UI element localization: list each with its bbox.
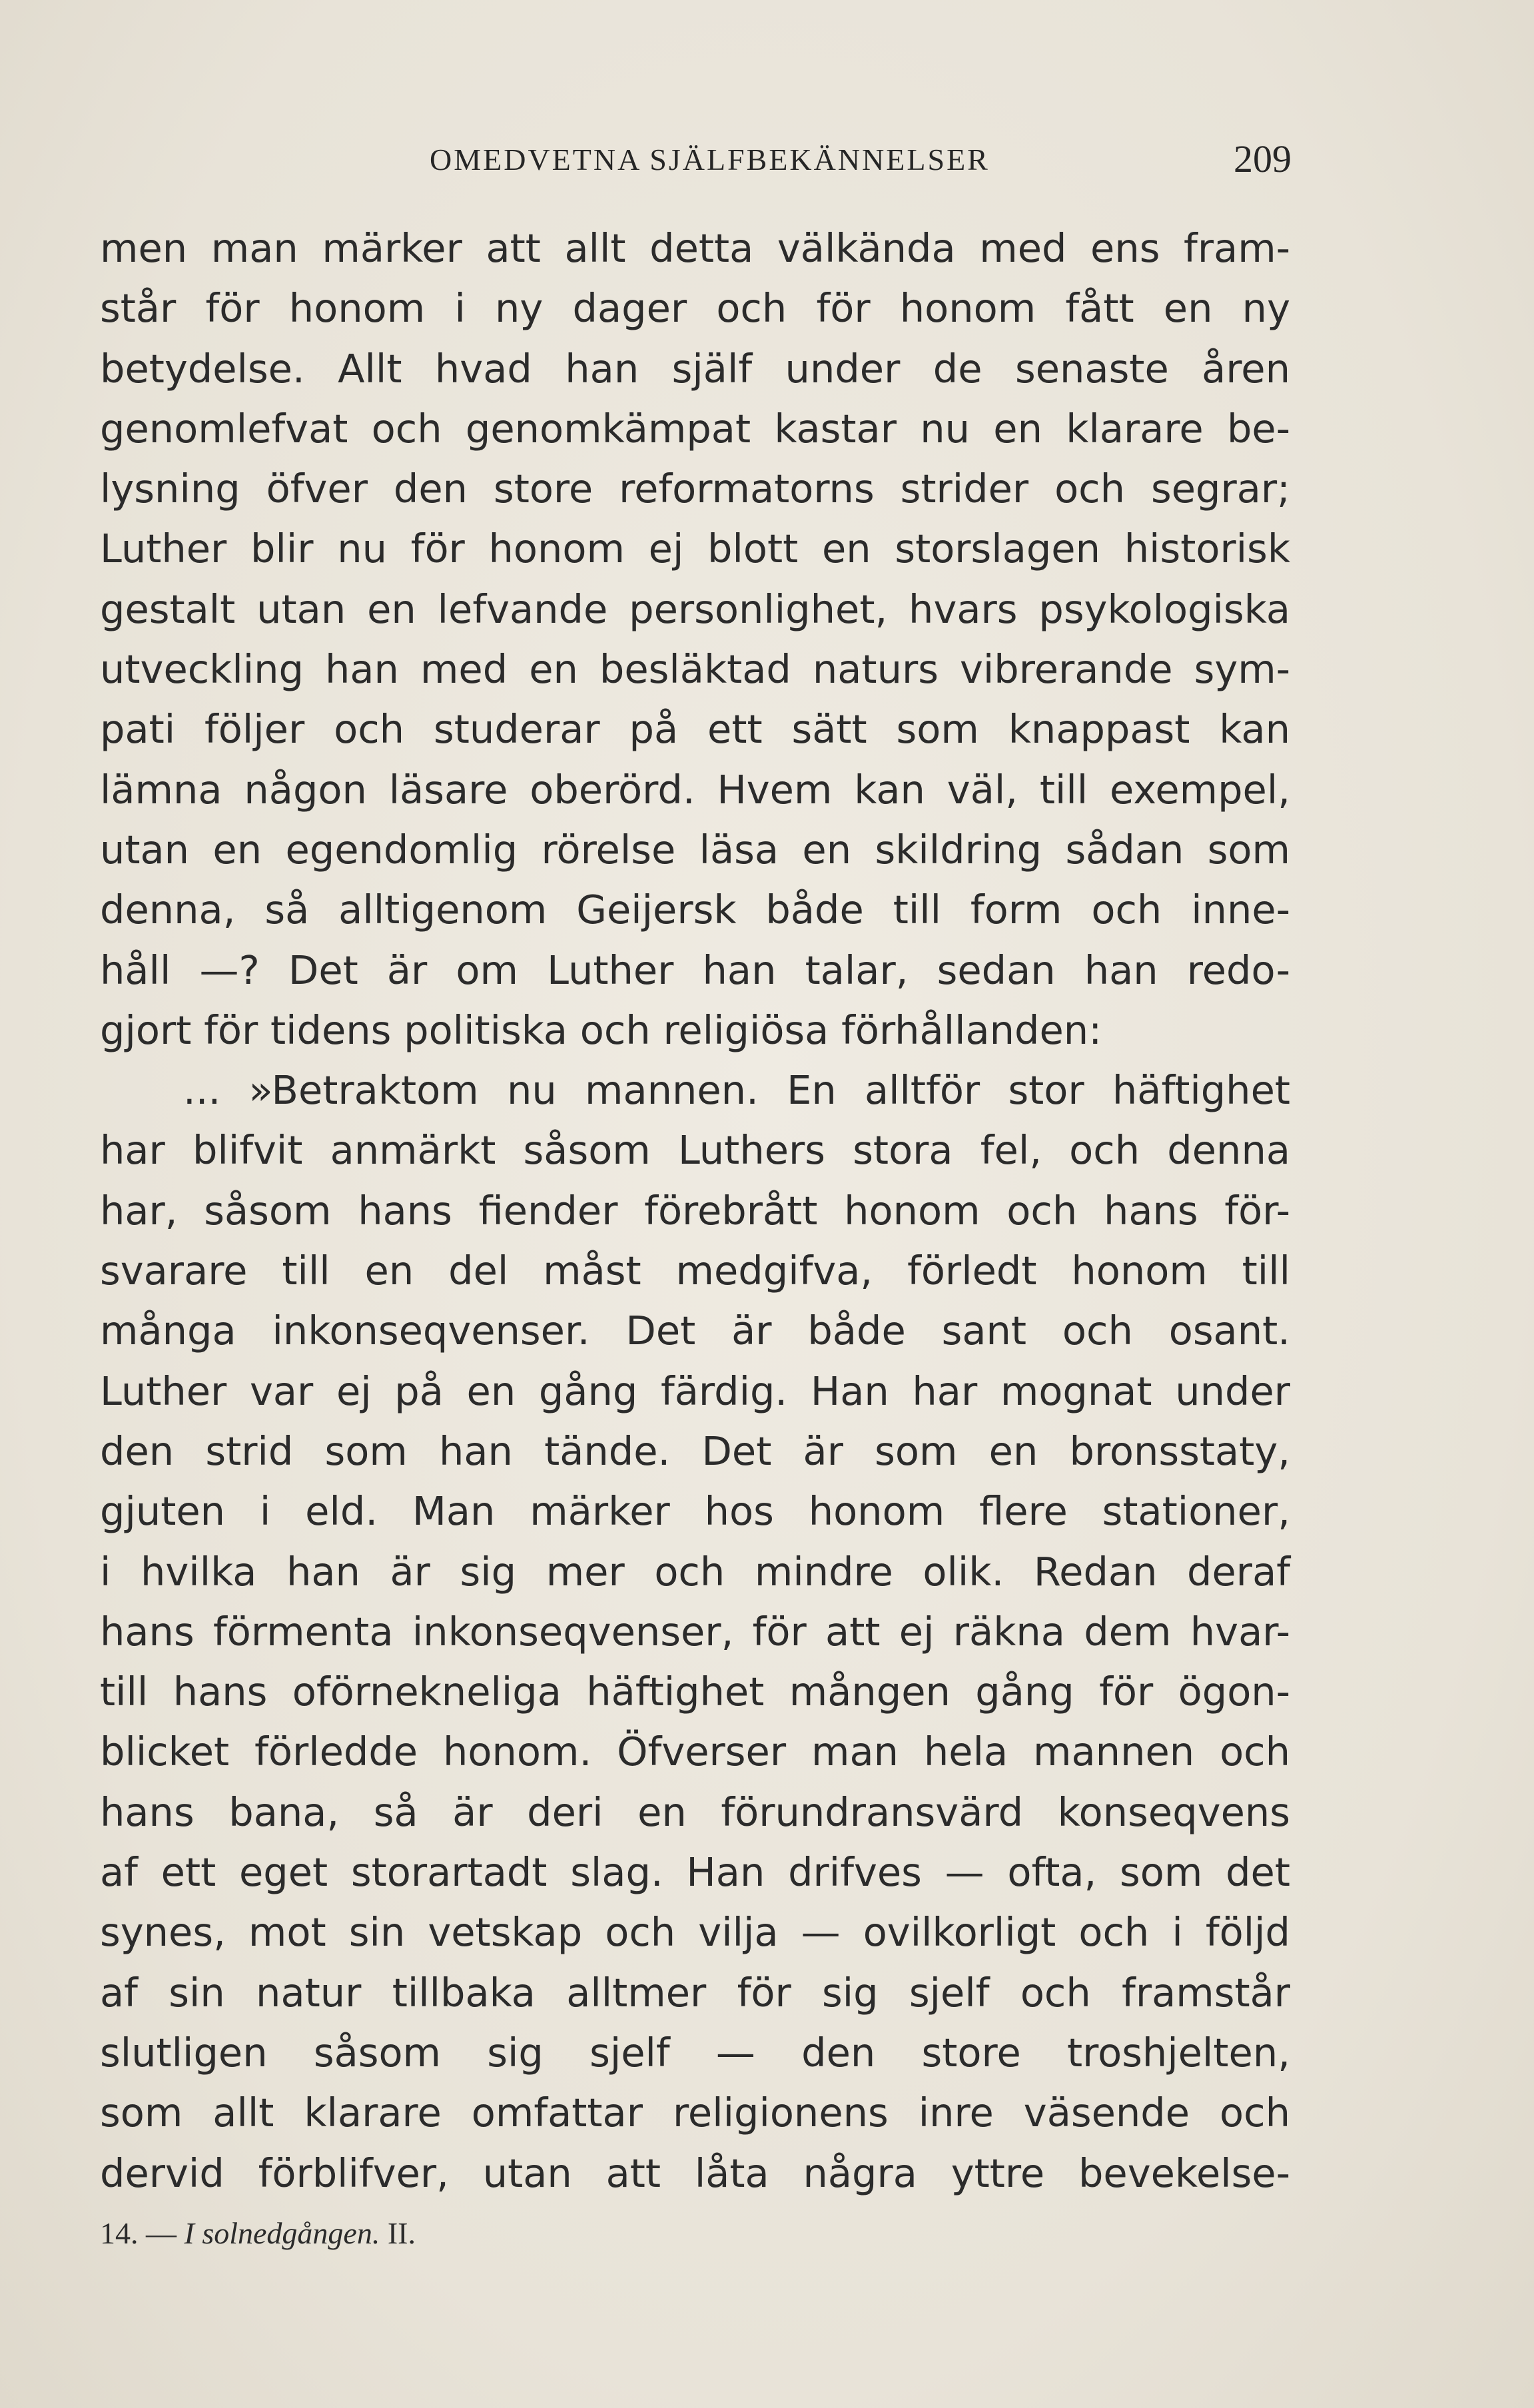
quote-line: ... »Betraktom nu mannen. En alltför stor häftighet [183, 1067, 1290, 1114]
text-line: betydelse. Allt hvad han själf under de senaste åren [100, 345, 1290, 392]
page-footer [100, 2215, 416, 2251]
quote-line: slutligen såsom sig sjelf — den store troshjelten, [100, 2029, 1290, 2076]
quote-line: synes, mot sin vetskap och vilja — ovilkorligt och i följd [100, 1909, 1290, 1956]
text-line: Luther blir nu för honom ej blott en storslagen historisk [100, 526, 1290, 572]
quote-line: den strid som han tände. Det är som en bronsstaty, [100, 1427, 1290, 1474]
quote-line: i hvilka han är sig mer och mindre olik. Redan deraf [100, 1548, 1290, 1595]
footer-dash: — [146, 2216, 177, 2250]
text-line: gestalt utan en lefvande personlighet, hvars psykologiska [100, 586, 1290, 632]
body-text [100, 218, 1290, 2204]
quote-line: blicket förledde honom. Öfverser man hela mannen och [100, 1729, 1290, 1775]
page-header [0, 137, 1534, 190]
text-line: genomlefvat och genomkämpat kastar nu en klarare be- [100, 405, 1290, 452]
text-line: utan en egendomlig rörelse läsa en skildring sådan som [100, 826, 1290, 873]
quote-line: Luther var ej på en gång färdig. Han har mognat under [100, 1368, 1290, 1414]
quote-line: som allt klarare omfattar religionens inre väsende och [100, 2090, 1290, 2136]
text-line: håll —? Det är om Luther han talar, sedan han redo- [100, 947, 1290, 993]
quote-line: svarare till en del måst medgifva, förledt honom till [100, 1248, 1290, 1294]
volume-number: II. [387, 2216, 416, 2250]
quote-line: af sin natur tillbaka alltmer för sig sjelf och framstår [100, 1969, 1290, 2016]
text-line: men man märker att allt detta välkända med ens fram- [100, 225, 1290, 271]
text-line: gjort för tidens politiska och religiösa förhållanden: [100, 1006, 1102, 1053]
text-line: lysning öfver den store reformatorns strider och segrar; [100, 466, 1290, 512]
text-line: denna, så alltigenom Geijersk både till form och inne- [100, 887, 1290, 933]
quote-line: har blifvit anmärkt såsom Luthers stora fel, och denna [100, 1127, 1290, 1174]
running-title: OMEDVETNA SJÄLFBEKÄNNELSER [430, 143, 990, 177]
quote-line: hans bana, så är deri en förundransvärd konseqvens [100, 1789, 1290, 1835]
signature-title: I solnedgången. [184, 2216, 380, 2250]
quote-line: dervid förblifver, utan att låta några yttre bevekelse- [100, 2150, 1290, 2196]
quote-line: gjuten i eld. Man märker hos honom flere stationer, [100, 1488, 1290, 1535]
quote-line: många inkonseqvenser. Det är både sant och osant. [100, 1308, 1290, 1354]
quote-line: hans förmenta inkonseqvenser, för att ej räkna dem hvar- [100, 1608, 1290, 1655]
text-line: lämna någon läsare oberörd. Hvem kan väl, till exempel, [100, 766, 1290, 813]
quote-line: har, såsom hans fiender förebrått honom och hans för- [100, 1187, 1290, 1234]
text-line: pati följer och studerar på ett sätt som knappast kan [100, 706, 1290, 753]
quote-line: till hans oförnekneliga häftighet mången gång för ögon- [100, 1669, 1290, 1715]
page-number: 209 [1234, 137, 1292, 181]
quote-line: af ett eget storartadt slag. Han drifves — ofta, som det [100, 1849, 1290, 1896]
text-line: står för honom i ny dager och för honom fått en ny [100, 285, 1290, 332]
sheet-number: 14. [100, 2216, 139, 2250]
text-line: utveckling han med en besläktad naturs vibrerande sym- [100, 646, 1290, 693]
